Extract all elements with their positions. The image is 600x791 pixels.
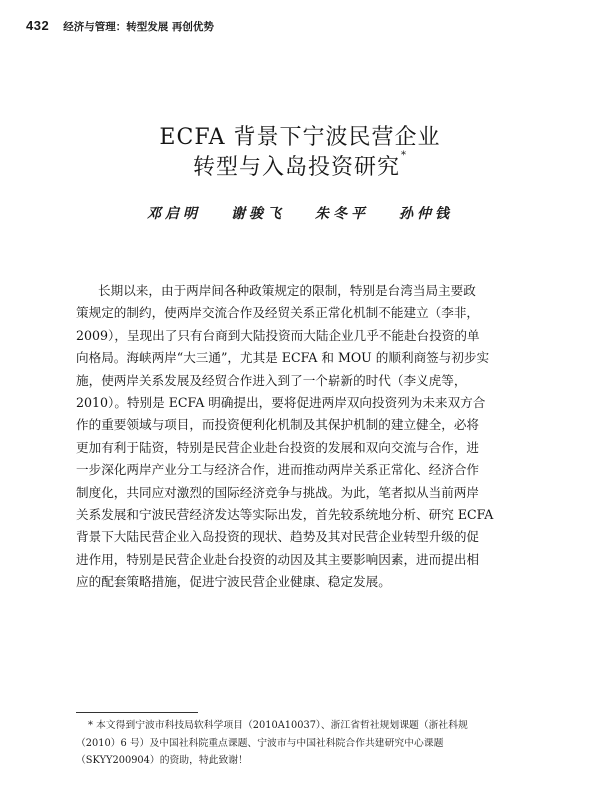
author-list: [0, 203, 600, 223]
paragraph-line: 2010）。特别是 ECFA 明确提出，要将促进两岸双向投资列为未来双方合: [76, 394, 486, 410]
paragraph-line: 进作用，特别是民营企业赴台投资的动因及其主要影响因素，进而提出相: [76, 551, 479, 567]
paragraph-line: 策规定的制约，使两岸交流合作及经贸关系正常化机制不能建立（李非，: [76, 305, 479, 321]
title-line-1: ECFA 背景下宁波民营企业: [159, 125, 441, 150]
paragraph-line: 作的重要领域与项目，而投资便利化机制及其保护机制的建立健全，必将: [76, 417, 479, 433]
footnote: [76, 717, 546, 770]
title-line-2-text: 转型与入岛投资研究: [192, 155, 400, 180]
page-number: 432: [26, 18, 50, 33]
footnote-divider: [76, 712, 198, 713]
running-header-text: 经济与管理：转型发展 再创优势: [63, 21, 214, 33]
paragraph-line: 向格局。海峡两岸“大三通”，尤其是 ECFA 和 MOU 的顺利商签与初步实: [76, 350, 490, 366]
paragraph-line: 背景下大陆民营企业入岛投资的现状、趋势及其对民营企业转型升级的促: [76, 529, 479, 545]
paragraph-line: 制度化，共同应对激烈的国际经济竞争与挑战。为此，笔者拟从当前两岸: [76, 484, 479, 500]
title-footnote-mark: *: [401, 150, 407, 161]
paragraph-line: 关系发展和宁波民营经济发达等实际出发，首先较系统地分析、研究 ECFA: [76, 506, 494, 522]
paragraph-line: 一步深化两岸产业分工与经济合作，进而推动两岸关系正常化、经济合作: [76, 462, 479, 478]
footnote-line: （2010）6 号）及中国社科院重点课题、宁波市与中国社科院合作共建研究中心课题: [76, 737, 444, 749]
paragraph-line: 施，使两岸关系发展及经贸合作进入到了一个崭新的时代（李义虎等，: [76, 372, 467, 388]
footnote-line: （SKYY200904）的资助，特此致谢！: [76, 755, 248, 766]
body-paragraph: [76, 280, 542, 593]
author-name: 邓启明: [147, 206, 201, 222]
author-name: 朱冬平: [315, 206, 369, 222]
paragraph-line: 更加有利于陆资，特别是民营企业赴台投资的发展和双向交流与合作，进: [76, 439, 479, 455]
author-name: 孙仲钱: [399, 206, 453, 222]
running-header: [26, 18, 214, 34]
footnote-line: * 本文得到宁波市科技局软科学项目（2010A10037）、浙江省哲社规划课题（浙社科规: [88, 720, 468, 731]
paragraph-line: 长期以来，由于两岸间各种政策规定的限制，特别是台湾当局主要政: [98, 283, 476, 298]
paragraph-line: 应的配套策略措施，促进宁波民营企业健康、稳定发展。: [76, 574, 391, 590]
paragraph-line: 2009），呈现出了只有台商到大陆投资而大陆企业几乎不能赴台投资的单: [76, 327, 480, 343]
author-name: 谢骏飞: [231, 206, 285, 222]
title-line-2: [0, 150, 600, 181]
